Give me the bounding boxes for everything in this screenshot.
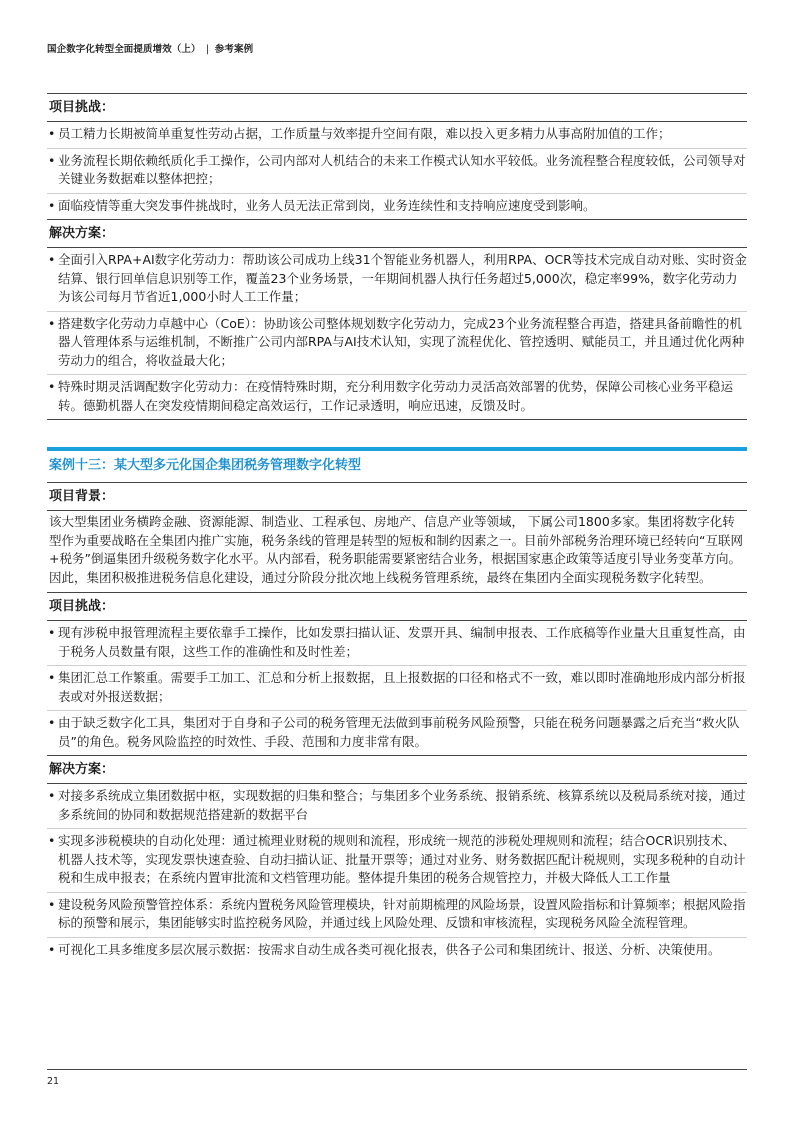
header-section: 参考案例 <box>214 44 254 55</box>
header-separator: | <box>206 44 210 55</box>
list-item: • 面临疫情等重大突发事件挑战时，业务人员无法正常到岗，业务连续性和支持响应速度受到影响。 <box>47 193 747 220</box>
section-title-challenges: 项目挑战： <box>49 599 115 614</box>
page-content <box>47 93 747 963</box>
page-number: 21 <box>47 1076 60 1087</box>
section-title-solutions: 解决方案： <box>49 762 115 777</box>
section-title-solutions: 解决方案： <box>49 226 115 241</box>
list-item: • 业务流程长期依赖纸质化手工操作，公司内部对人机结合的未来工作模式认知水平较低。业务流程整合程度较低，公司领导对关键业务数据难以整体把控； <box>47 148 747 193</box>
solutions-list <box>47 247 747 419</box>
list-item: • 对接多系统成立集团数据中枢，实现数据的归集和整合；与集团多个业务系统、报销系统、核算系统以及税局系统对接，通过多系统间的协同和数据规范搭建新的数据平台 <box>47 783 747 828</box>
background-paragraph: 该大型集团业务横跨金融、资源能源、制造业、工程承包、房地产、信息产业等领域， 下属公司1800多家。集团将数字化转型作为重要战略在全集团内推广实施，税务条线的管理是转型的短板和制约因素之一。目前外部税务治理环境已经转向“互联网+税务”倒逼集团升级税务数字化水平。从内部看，税务职能需要紧密结合业务，根据国家惠企政策等适度引导业务变革方向。因此，集团积极推进税务信息化建设，通过分阶段分批次地上线税务管理系统，最终在集团内全面实现税务数字化转型。 <box>47 510 747 592</box>
list-item: • 搭建数字化劳动力卓越中心（CoE）：协助该公司整体规划数字化劳动力，完成23个业务流程整合再造，搭建具备前瞻性的机器人管理体系与运维机制，不断推广公司内部RPA与AI技术认知，实现了流程优化、管控透明、赋能员工，并且通过优化两种劳动力的组合，将收益最大化； <box>47 311 747 375</box>
list-item: • 现有涉税申报管理流程主要依靠手工操作，比如发票扫描认证、发票开具、编制申报表、工作底稿等作业量大且重复性高，由于税务人员数量有限，这些工作的准确性和及时性差； <box>47 620 747 665</box>
case-challenges-list <box>47 620 747 755</box>
list-item: • 集团汇总工作繁重。需要手工加工、汇总和分析上报数据，且上报数据的口径和格式不一致，难以即时准确地形成内部分析报表或对外报送数据； <box>47 665 747 710</box>
section-title-challenges: 项目挑战： <box>49 100 115 115</box>
header-title: 国企数字化转型全面提质增效（上） <box>47 44 201 55</box>
list-item: • 员工精力长期被简单重复性劳动占据，工作质量与效率提升空间有限，难以投入更多精力从事高附加值的工作； <box>47 121 747 148</box>
list-item: • 可视化工具多维度多层次展示数据：按需求自动生成各类可视化报表，供各子公司和集团统计、报送、分析、决策使用。 <box>47 937 747 964</box>
list-item: • 实现多涉税模块的自动化处理：通过梳理业财税的规则和流程，形成统一规范的涉税处理规则和流程；结合OCR识别技术、机器人技术等，实现发票快速查验、自动扫描认证、批量开票等；通过对业务、财务数据匹配计税规则，实现多税种的自动计税和生成申报表；在系统内置审批流和文档管理功能。整体提升集团的税务合规管控力，并极大降低人工工作量 <box>47 828 747 892</box>
list-item: • 特殊时期灵活调配数字化劳动力：在疫情特殊时期，充分利用数字化劳动力灵活高效部署的优势，保障公司核心业务平稳运转。德勤机器人在突发疫情期间稳定高效运行，工作记录透明，响应迅速，反馈及时。 <box>47 374 747 419</box>
running-header <box>47 41 253 55</box>
list-item: • 全面引入RPA+AI数字化劳动力：帮助该公司成功上线31个智能业务机器人，利用RPA、OCR等技术完成自动对账、实时资金结算、银行回单信息识别等工作，覆盖23个业务场景，一年期间机器人执行任务超过5,000次，稳定率99%，数字化劳动力为该公司每月节省近1,000小时人工工作量； <box>47 247 747 311</box>
section-title-background: 项目背景： <box>49 489 115 504</box>
case-solutions-list <box>47 783 747 963</box>
list-item: • 建设税务风险预警管控体系：系统内置税务风险管理模块，针对前期梳理的风险场景，设置风险指标和计算频率；根据风险指标的预警和展示，集团能够实时监控税务风险，并通过线上风险处理、反馈和审核流程，实现税务风险全流程管理。 <box>47 892 747 937</box>
list-item: • 由于缺乏数字化工具，集团对于自身和子公司的税务管理无法做到事前税务风险预警，只能在税务问题暴露之后充当“救火队员”的角色。税务风险监控的时效性、手段、范围和力度非常有限。 <box>47 710 747 755</box>
challenges-list <box>47 121 747 219</box>
divider <box>47 419 747 420</box>
case-title: 案例十三：某大型多元化国企集团税务管理数字化转型 <box>49 458 362 473</box>
footer-divider <box>47 1069 747 1070</box>
